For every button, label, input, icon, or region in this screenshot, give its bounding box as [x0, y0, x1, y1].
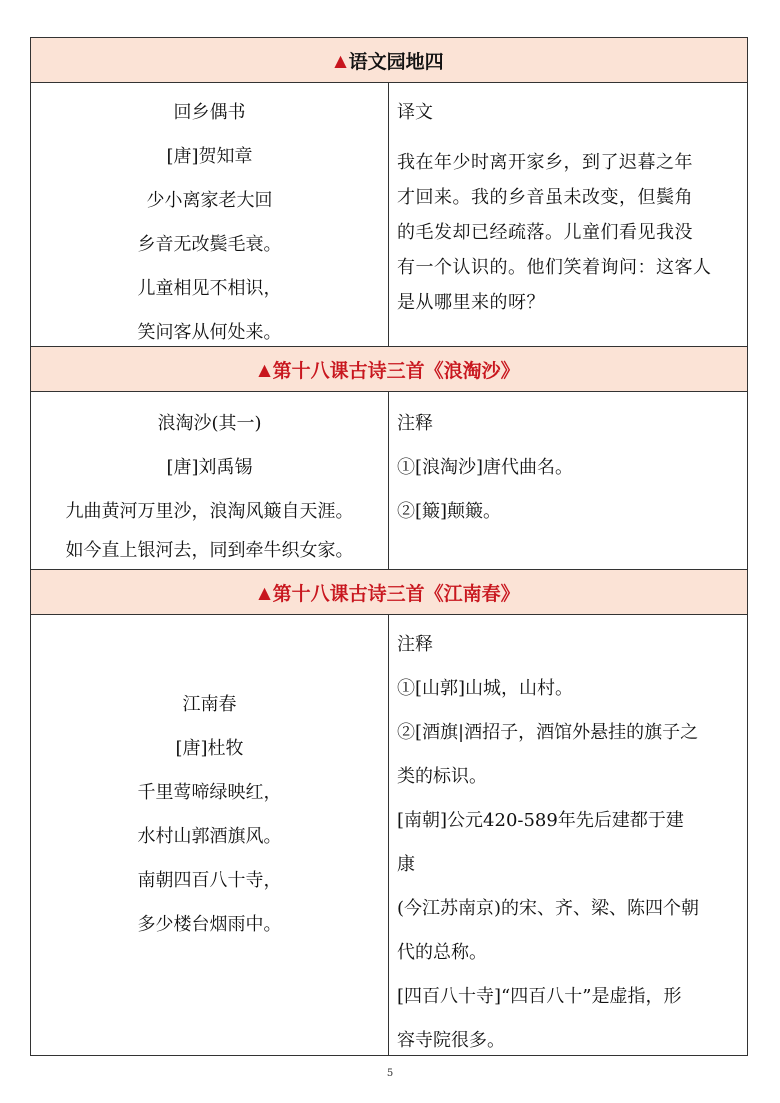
poem-line: 南朝四百八十寺， [137, 870, 282, 891]
section-title [273, 579, 520, 606]
lesson-title: 第十八课古诗三首 [272, 359, 425, 382]
note-line: ①[山郭]山城，山村。 [397, 678, 574, 699]
triangle-marker-icon: ▲ [334, 50, 347, 70]
note-line: [四百八十寺]“四百八十”是虚指，形 [397, 986, 682, 1007]
poem-cell [31, 83, 389, 346]
translation-line: 的毛发却已经疏落。儿童们看见我没 [397, 222, 693, 243]
note-line: [南朝]公元420-589年先后建都于建 [397, 810, 684, 831]
page-number: 5 [386, 1068, 394, 1079]
notes-heading: 注释 [397, 634, 433, 655]
section-header-yuwen-yuandi [31, 38, 747, 83]
triangle-marker-icon: ▲ [258, 359, 271, 379]
translation-line: 有一个认识的。他们笑着询问：这客人 [397, 257, 712, 278]
poem-line: 多少楼台烟雨中。 [137, 914, 282, 935]
poem-author: [唐]贺知章 [166, 146, 253, 167]
translation-cell [389, 83, 747, 346]
section-header-jiangnanchun [31, 570, 747, 615]
note-line: 类的标识。 [397, 766, 487, 787]
section-title [273, 356, 520, 383]
poem-cell [31, 392, 389, 569]
poem-cell [31, 615, 389, 1055]
section-row-jiangnanchun [31, 615, 747, 1055]
translation-line: 我在年少时离开家乡，到了迟暮之年 [397, 152, 693, 173]
poem-line: 千里莺啼绿映红， [137, 782, 282, 803]
notes-cell [389, 392, 747, 569]
section-row-langtaosha [31, 392, 747, 570]
poem-line: 如今直上银河去，同到牵牛织女家。 [65, 540, 354, 561]
book-title: 《浪淘沙》 [424, 359, 520, 382]
poem-line: 水村山郭酒旗风。 [137, 826, 282, 847]
poem-title: 回乡偶书 [173, 102, 246, 123]
note-line: (今江苏南京)的宋、齐、梁、陈四个朝 [397, 898, 700, 919]
poem-author: [唐]杜牧 [175, 738, 244, 759]
poem-title: 浪淘沙(其一) [157, 413, 262, 434]
translation-heading: 译文 [397, 102, 433, 123]
note-line: 容寺院很多。 [397, 1030, 505, 1051]
section-title: 语文园地四 [348, 50, 444, 73]
translation-line: 才回来。我的乡音虽未改变，但鬓角 [397, 187, 693, 208]
poem-line: 乡音无改鬓毛衰。 [137, 234, 282, 255]
note-line: ②[簸]颠簸。 [397, 501, 502, 522]
lesson-title: 第十八课古诗三首 [272, 582, 425, 605]
notes-heading: 注释 [397, 413, 433, 434]
poem-table [30, 37, 748, 1056]
translation-line: 是从哪里来的呀？ [397, 292, 545, 313]
note-line: ①[浪淘沙]唐代曲名。 [397, 457, 574, 478]
note-line: 代的总称。 [397, 942, 487, 963]
poem-line: 儿童相见不相识， [137, 278, 282, 299]
note-line: 康 [397, 854, 415, 875]
poem-author: [唐]刘禹锡 [166, 457, 253, 478]
poem-line: 笑问客从何处来。 [137, 322, 282, 343]
triangle-marker-icon: ▲ [258, 582, 271, 602]
poem-line: 九曲黄河万里沙，浪淘风簸自天涯。 [65, 501, 354, 522]
note-line: ②[酒旗|酒招子，酒馆外悬挂的旗子之 [397, 722, 699, 743]
section-row-huixiang [31, 83, 747, 347]
poem-line: 少小离家老大回 [146, 190, 273, 211]
notes-cell [389, 615, 747, 1055]
poem-title: 江南春 [182, 694, 237, 715]
book-title: 《江南春》 [424, 582, 520, 605]
